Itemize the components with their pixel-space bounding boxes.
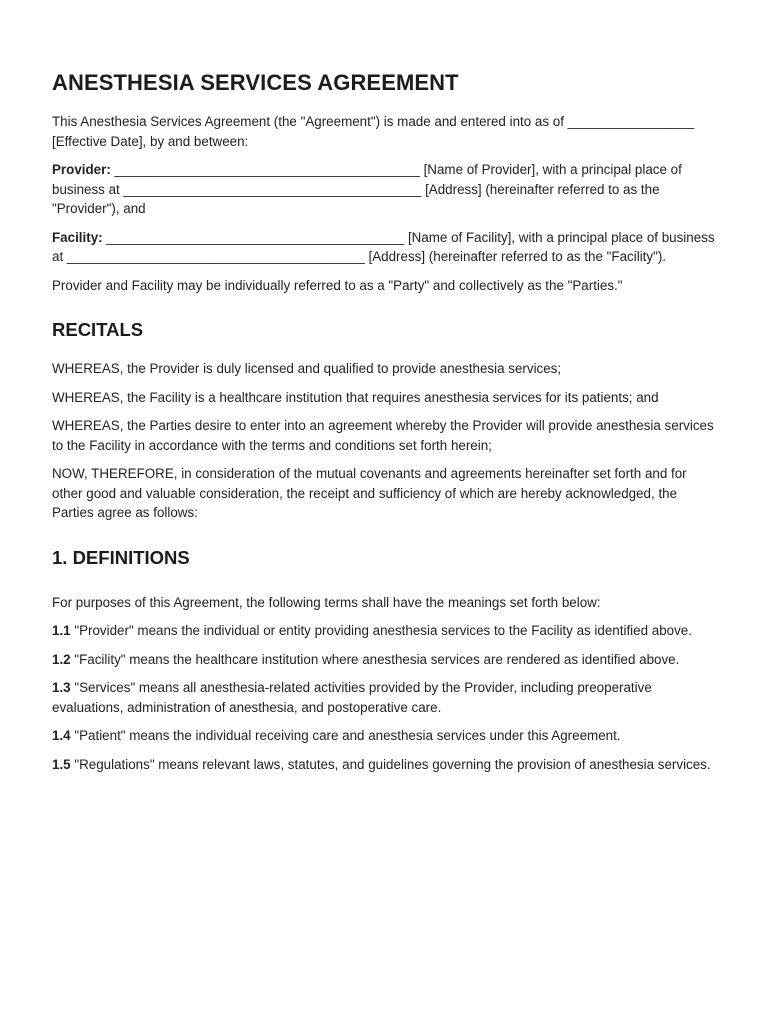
definition-item [52,678,718,717]
recitals-section [52,319,718,523]
recital-item: NOW, THEREFORE, in consideration of the mutual covenants and agreements hereinafter set forth and for other good and valuable consideration, the receipt and sufficiency of which are hereby acknowledged, the Parties agree as follows: [52,466,687,520]
recitals-heading: RECITALS [52,319,144,340]
provider-label: Provider: [52,162,111,177]
facility-paragraph [52,228,718,267]
definition-number: 1.3 [52,680,71,695]
definitions-intro: For purposes of this Agreement, the following terms shall have the meanings set forth below: [52,594,601,610]
parties-note: Provider and Facility may be individually referred to as a "Party" and collectively as the "Parties." [52,277,623,293]
definition-item [52,755,718,775]
definition-item [52,650,718,670]
definition-text: "Facility" means the healthcare institution where anesthesia services are rendered as identified above. [70,651,680,667]
definition-number: 1.1 [52,623,71,638]
definition-number: 1.4 [52,728,71,743]
definition-item [52,621,718,641]
recital-item: WHEREAS, the Facility is a healthcare institution that requires anesthesia services for its patients; and [52,389,659,405]
document-title: ANESTHESIA SERVICES AGREEMENT [52,70,459,95]
facility-text: ________________________________________ [Name of Facility], with a principal place of business at ________________________________________ [Address] (hereinafter referred to as the "Facility"). [52,229,715,264]
definition-text: "Services" means all anesthesia-related activities provided by the Provider, including preoperative evaluations, administration of anesthesia, and postoperative care. [52,680,652,715]
provider-text: _________________________________________ [Name of Provider], with a principal place of business at ________________________________________ [Address] (hereinafter referred to as the "Provider"), and [52,162,682,216]
definition-number: 1.2 [52,651,71,667]
intro-paragraph: This Anesthesia Services Agreement (the "Agreement") is made and entered into as of _________________ [Effective Date], by and between: [52,114,695,149]
definition-text: "Patient" means the individual receiving care and anesthesia services under this Agreement. [70,728,621,743]
definitions-heading: 1. DEFINITIONS [52,546,190,568]
definition-item [52,726,718,746]
recital-item: WHEREAS, the Provider is duly licensed and qualified to provide anesthesia services; [52,361,562,376]
facility-label: Facility: [52,229,103,245]
definition-text: "Provider" means the individual or entity providing anesthesia services to the Facility as identified above. [70,623,692,638]
definition-number: 1.5 [52,756,71,772]
definitions-section [52,547,718,775]
provider-paragraph [52,160,718,219]
definition-text: "Regulations" means relevant laws, statutes, and guidelines governing the provision of anesthesia services. [70,756,711,772]
recital-item: WHEREAS, the Parties desire to enter into an agreement whereby the Provider will provide anesthesia services to the Facility in accordance with the terms and conditions set forth herein; [52,418,714,453]
